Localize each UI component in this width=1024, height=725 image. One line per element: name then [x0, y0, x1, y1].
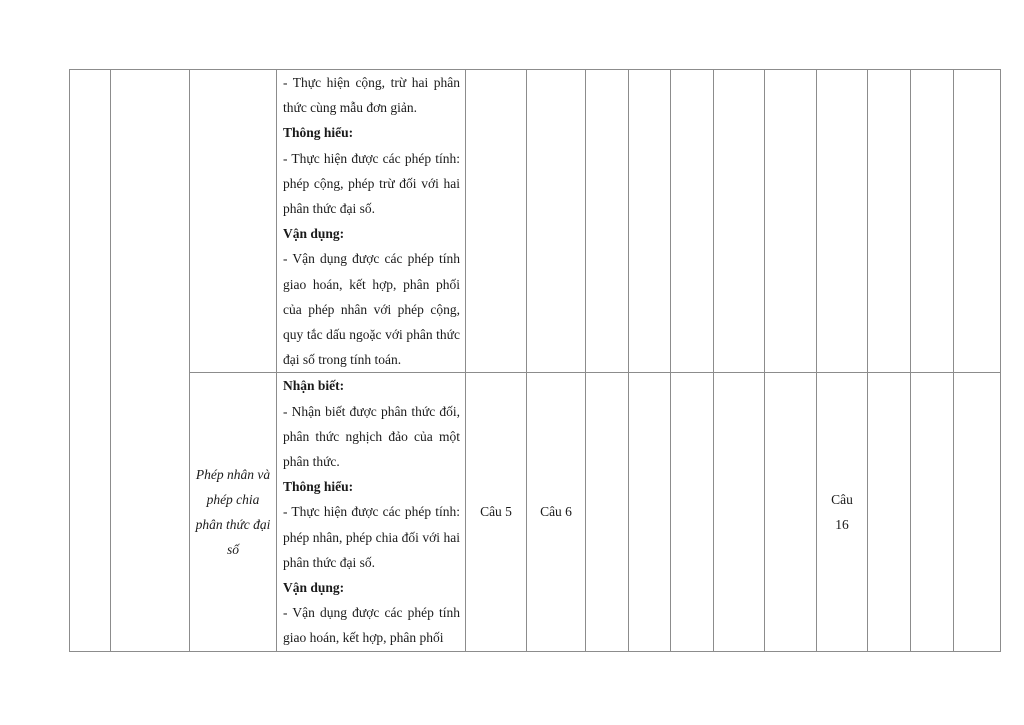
- level-heading: Nhận biết:: [283, 378, 345, 394]
- specification-matrix-table: [69, 69, 1001, 652]
- question-cell: [817, 70, 868, 373]
- question-cell: [629, 373, 671, 651]
- topic-label: Phép nhân và phép chia phân thức đại số: [195, 466, 271, 558]
- question-cell: [527, 373, 586, 651]
- question-cell: [586, 373, 629, 651]
- question-cell: [527, 70, 586, 373]
- requirement-line: - Vận dụng được các phép tính giao hoán, kết hợp, phân phối: [283, 605, 460, 646]
- table-row: [70, 70, 1001, 373]
- question-cell: [714, 373, 765, 651]
- question-cell: [911, 373, 954, 651]
- question-cell: [817, 373, 868, 651]
- requirement-line: - Thực hiện cộng, trừ hai phân thức cùng mẫu đơn giản.: [283, 75, 460, 116]
- question-cell: [466, 373, 527, 651]
- question-cell: [714, 70, 765, 373]
- level-heading: Thông hiểu:: [283, 479, 354, 495]
- question-cell: [671, 373, 714, 651]
- question-cell: [629, 70, 671, 373]
- question-comprehension-mc: Câu 6: [540, 504, 572, 520]
- level-heading: Vận dụng:: [283, 226, 345, 242]
- question-cell: [911, 70, 954, 373]
- requirement-line: - Nhận biết được phân thức đối, phân thức nghịch đảo của một phân thức.: [283, 403, 460, 470]
- question-cell: [671, 70, 714, 373]
- question-cell: [765, 373, 817, 651]
- requirement-line: - Thực hiện được các phép tính: phép nhân, phép chia đối với hai phân thức đại số.: [283, 504, 460, 570]
- question-recognition-mc: Câu 5: [480, 504, 512, 520]
- question-cell: [954, 373, 1001, 651]
- requirements-cell: [277, 70, 466, 373]
- index-cell: [70, 70, 111, 652]
- question-cell: [466, 70, 527, 373]
- topic-cell: [190, 373, 277, 651]
- question-cell: [954, 70, 1001, 373]
- question-cell: [868, 70, 911, 373]
- question-cell: [586, 70, 629, 373]
- requirement-line: - Vận dụng được các phép tính giao hoán, kết hợp, phân phối của phép nhân với phép cộng, quy tắc dấu ngoặc với phân thức đại số trong tính toán.: [283, 251, 460, 368]
- requirements-text: [277, 70, 465, 372]
- requirement-line: - Thực hiện được các phép tính: phép cộng, phép trừ đối với hai phân thức đại số.: [283, 150, 460, 217]
- requirements-text: [277, 373, 465, 650]
- level-heading: Thông hiểu:: [283, 125, 354, 141]
- question-application: Câu 16: [831, 491, 853, 533]
- chapter-cell: [111, 70, 190, 652]
- level-heading: Vận dụng:: [283, 580, 345, 596]
- question-cell: [765, 70, 817, 373]
- topic-cell: [190, 70, 277, 373]
- table-row: [70, 373, 1001, 651]
- requirements-cell: [277, 373, 466, 651]
- question-cell: [868, 373, 911, 651]
